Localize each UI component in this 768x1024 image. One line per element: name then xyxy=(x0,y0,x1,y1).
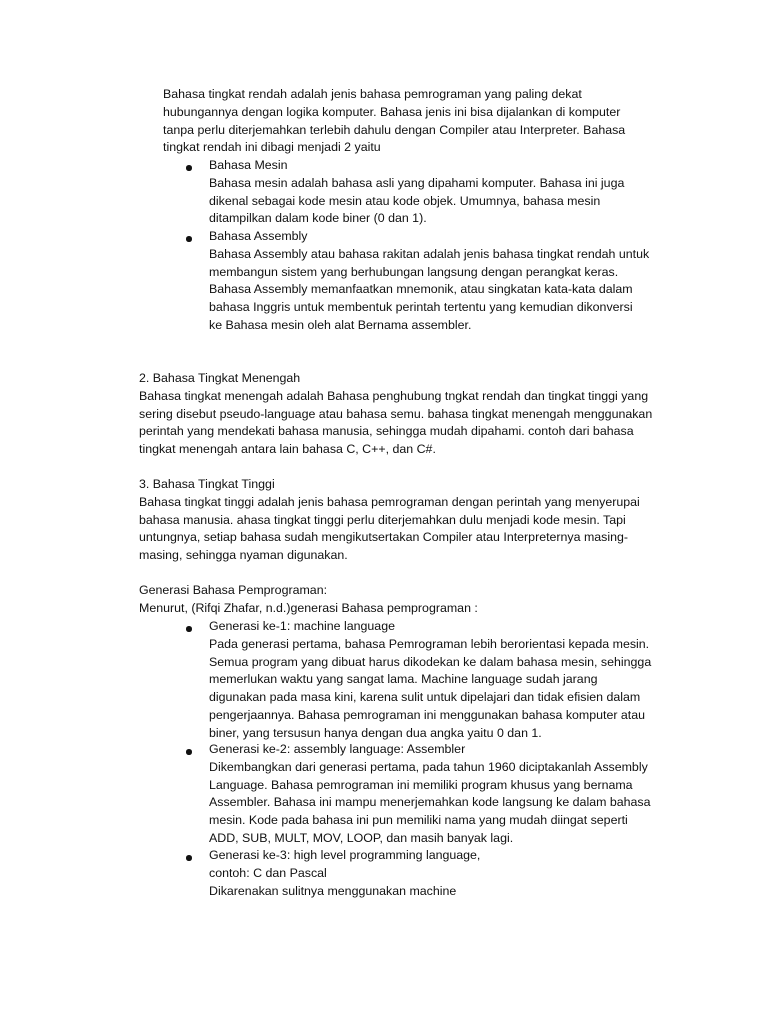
section-line: bahasa manusia. ahasa tingkat tinggi perlu diterjemahkan dulu menjadi kode mesin. Tapi xyxy=(139,512,626,527)
section-heading: Generasi Bahasa Pemprograman: xyxy=(139,583,328,597)
bullet-dot-icon xyxy=(186,749,192,755)
bullet-bahasa-mesin xyxy=(209,157,624,228)
bullet-line: ADD, SUB, MULT, MOV, LOOP, dan masih banyak lagi. xyxy=(209,830,514,845)
section-line: Bahasa tingkat tinggi adalah jenis bahasa pemrograman dengan perintah yang menyerupai xyxy=(139,494,640,509)
bullet-line: Language. Bahasa pemrograman ini memiliki program khusus yang bernama xyxy=(209,777,633,792)
section-heading: 2. Bahasa Tingkat Menengah xyxy=(139,371,301,385)
section-line: tingkat menengah antara lain bahasa C, C++, dan C#. xyxy=(139,442,436,457)
section-generasi xyxy=(139,582,478,618)
bullet-line: Bahasa Assembly atau bahasa rakitan adalah jenis bahasa tingkat rendah untuk xyxy=(209,246,650,261)
bullet-line: Dikembangkan dari generasi pertama, pada tahun 1960 diciptakanlah Assembly xyxy=(209,759,648,774)
bullet-line: ditampilkan dalam kode biner (0 dan 1). xyxy=(209,211,427,226)
bullet-line: Assembler. Bahasa ini mampu menerjemahkan kode langsung ke dalam bahasa xyxy=(209,795,651,810)
intro-line: hubungannya dengan logika komputer. Bahasa jenis ini bisa dijalankan di komputer xyxy=(163,104,621,119)
bullet-title: Bahasa Mesin xyxy=(209,158,288,172)
intro-paragraph xyxy=(163,86,625,157)
intro-line: tingkat rendah ini dibagi menjadi 2 yaitu xyxy=(163,140,381,155)
bullet-generasi-2 xyxy=(209,741,651,848)
bullet-line: Bahasa Assembly memanfaatkan mnemonik, atau singkatan kata-kata dalam xyxy=(209,282,633,297)
bullet-line: pengerjaannya. Bahasa pemrograman ini menggunakan bahasa komputer atau xyxy=(209,707,646,722)
bullet-dot-icon xyxy=(186,165,192,171)
bullet-line: membangun sistem yang berhubungan langsung dengan perangkat keras. xyxy=(209,264,619,279)
bullet-line: biner, yang tersusun hanya dengan dua angka yaitu 0 dan 1. xyxy=(209,725,542,740)
bullet-title: Generasi ke-3: high level programming language, xyxy=(209,848,481,862)
intro-line: Bahasa tingkat rendah adalah jenis bahasa pemrograman yang paling dekat xyxy=(163,87,582,101)
bullet-line: Dikarenakan sulitnya menggunakan machine xyxy=(209,883,457,898)
bullet-line: Semua program yang dibuat harus dikodekan ke dalam bahasa mesin, sehingga xyxy=(209,654,652,669)
bullet-line: mesin. Kode pada bahasa ini pun memiliki nama yang mudah diingat seperti xyxy=(209,813,628,828)
section-line: untungnya, setiap bahasa sudah mengikutsertakan Compiler atau Interpreternya masing- xyxy=(139,530,629,545)
section-line: perintah yang mendekati bahasa manusia, sehingga mudah dipahami. contoh dari bahasa xyxy=(139,424,634,439)
section-line: Bahasa tingkat menengah adalah Bahasa penghubung tngkat rendah dan tingkat tinggi yang xyxy=(139,388,649,403)
bullet-line: Bahasa mesin adalah bahasa asli yang dipahami komputer. Bahasa ini juga xyxy=(209,175,625,190)
bullet-line: bahasa Inggris untuk membentuk perintah tertentu yang kemudian dikonversi xyxy=(209,300,633,315)
bullet-title: Generasi ke-1: machine language xyxy=(209,619,395,633)
bullet-line: contoh: C dan Pascal xyxy=(209,865,327,880)
intro-line: tanpa perlu diterjemahkan terlebih dahulu dengan Compiler atau Interpreter. Bahasa xyxy=(163,122,626,137)
section-bahasa-tingkat-menengah xyxy=(139,370,652,459)
bullet-generasi-1 xyxy=(209,618,651,743)
section-heading: 3. Bahasa Tingkat Tinggi xyxy=(139,477,275,491)
bullet-title: Bahasa Assembly xyxy=(209,229,308,243)
section-bahasa-tingkat-tinggi xyxy=(139,476,640,565)
bullet-generasi-3 xyxy=(209,847,480,900)
bullet-dot-icon xyxy=(186,236,192,242)
bullet-line: Pada generasi pertama, bahasa Pemrograman lebih berorientasi kepada mesin. xyxy=(209,636,650,651)
bullet-title: Generasi ke-2: assembly language: Assembler xyxy=(209,742,466,756)
section-line: sering disebut pseudo-language atau bahasa semu. bahasa tingkat menengah menggunakan xyxy=(139,406,653,421)
bullet-line: dikenal sebagai kode mesin atau kode objek. Umumnya, bahasa mesin xyxy=(209,193,601,208)
bullet-dot-icon xyxy=(186,855,192,861)
bullet-line: ke Bahasa mesin oleh alat Bernama assembler. xyxy=(209,317,472,332)
bullet-line: digunakan pada masa kini, karena sulit untuk dipelajari dan tidak efisien dalam xyxy=(209,690,641,705)
bullet-line: memerlukan waktu yang sangat lama. Machine language sudah jarang xyxy=(209,672,598,687)
citation-line: Menurut, (Rifqi Zhafar, n.d.)generasi Bahasa pemprograman : xyxy=(139,600,478,615)
bullet-bahasa-assembly xyxy=(209,228,649,335)
bullet-dot-icon xyxy=(186,626,192,632)
section-line: masing, sehingga nyaman digunakan. xyxy=(139,548,348,563)
